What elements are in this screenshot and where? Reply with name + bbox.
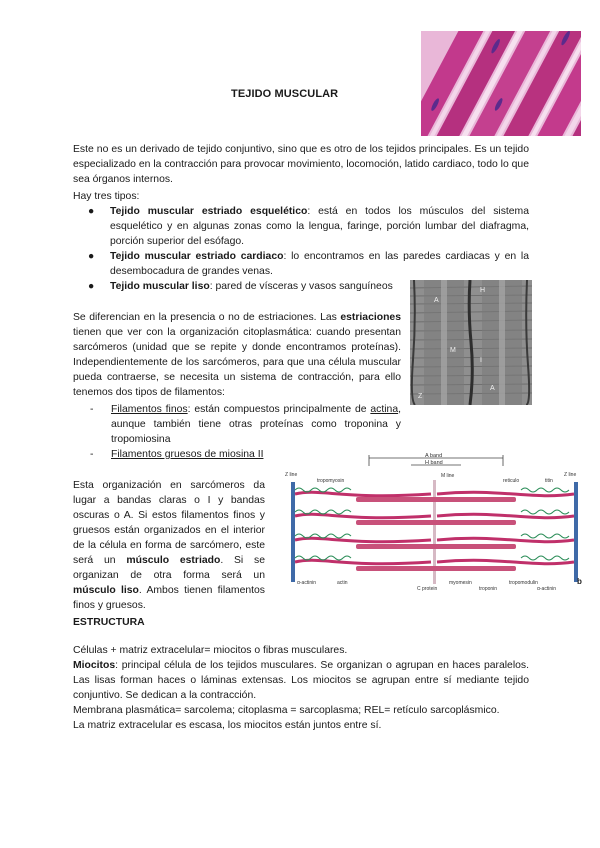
- list-item: - Filamentos finos: están compuestos principalmente de actina, aunque también tiene otras proteínas como troponina y tropomiosina: [90, 404, 401, 445]
- structure-line: Membrana plasmática= sarcolema; citoplasma = sarcoplasma; REL= retículo sarcoplásmico.: [73, 705, 500, 716]
- panel-label: b: [577, 577, 582, 586]
- striations-paragraph: Se diferencian en la presencia o no de estriaciones. Las estriaciones tienen que ver con la organización citoplasmática: cuando presentan sarcómeros (unidad que se repite y donde encontramos proteínas). Independientemente de los sarcómeros, para que una célula muscular pueda contraerse, se necesita un sistema de contracción, para ello tenemos dos tipos de filamentos:: [73, 312, 401, 398]
- list-item: ● Tejido muscular estriado esquelético: está en todos los músculos del sistema esquelético y en algunas zonas como la lengua, faringe, porción lumbar del diafragma, porción superior del esófago.: [88, 206, 529, 247]
- alpha-actinin-right-label: α-actinin: [537, 586, 557, 592]
- h-band-label: H band: [425, 460, 443, 466]
- bullet: ●: [88, 206, 95, 217]
- structure-heading: ESTRUCTURA: [73, 617, 145, 628]
- sarcomere-micrograph: [410, 280, 532, 405]
- label-a-lower: A: [490, 385, 495, 392]
- label-z: Z: [418, 393, 423, 400]
- myomesin-label: myomesin: [449, 580, 472, 586]
- intro-paragraph: Este no es un derivado de tejido conjuntivo, sino que es otro de los tejidos principales. Es un tejido especializado en la contracción para provocar movimiento, locomoción, latido cardiaco, todo lo que sea órganos internos.: [73, 144, 529, 185]
- page-title: TEJIDO MUSCULAR: [231, 88, 339, 100]
- tropomodulin-label: tropomodulin: [509, 580, 538, 586]
- troponin-label: troponin: [479, 586, 498, 592]
- dash: -: [90, 404, 94, 415]
- a-band-label: A band: [425, 453, 443, 459]
- structure-section: [73, 643, 529, 733]
- list-item: ● Tejido muscular liso: pared de vísceras y vasos sanguíneos: [88, 281, 393, 292]
- sarcomere-diagram: [281, 452, 586, 600]
- z-line-right-label: Z line: [564, 472, 577, 478]
- label-h: H: [480, 287, 486, 294]
- c-protein-label: C protein: [417, 586, 438, 592]
- label-a: A: [434, 297, 439, 304]
- bullet: ●: [88, 281, 95, 292]
- structure-line: La matriz extracelular es escasa, los miocitos están juntos entre sí.: [73, 720, 382, 731]
- z-line-left-label: Z line: [285, 472, 298, 478]
- organization-paragraph: Esta organización en sarcómeros da lugar a bandas claras o I y bandas oscuras o A. Si estos filamentos finos y gruesos están organizados en el interior de la célula en forma de sarcómero, este será un músculo estriado. Si se organizan de otra forma será un músculo liso. Ambos tienen filamentos finos y gruesos.: [73, 480, 265, 611]
- types-heading: Hay tres tipos:: [73, 191, 140, 202]
- structure-line: Células + matriz extracelular= miocitos o fibras musculares.: [73, 645, 348, 656]
- alpha-actinin-left-label: α-actinin: [297, 580, 317, 586]
- bullet: ●: [88, 251, 95, 262]
- titin-label: titin: [545, 478, 553, 484]
- label-i: I: [480, 357, 482, 364]
- m-line-label: M line: [441, 473, 455, 479]
- histology-he-image: [421, 31, 581, 136]
- structure-line: Miocitos: principal célula de los tejidos musculares. Se organizan o agrupan en haces paralelos. Las lisas forman haces o láminas extensas. Los miocitos se agrupan entre sí mediante tejido conjuntivo. Se dedican a la contracción.: [73, 660, 529, 701]
- list-item: ● Tejido muscular estriado cardiaco: lo encontramos en las paredes cardiacas y en la desembocadura de grandes venas.: [88, 251, 529, 277]
- actin-label: actin: [337, 580, 348, 586]
- label-m: M: [450, 347, 456, 354]
- reticulo-label: reticulo: [503, 478, 520, 484]
- dash: -: [90, 449, 94, 460]
- tropomyosin-label: tropomyosin: [317, 478, 345, 484]
- list-item: - Filamentos gruesos de miosina II: [90, 449, 264, 460]
